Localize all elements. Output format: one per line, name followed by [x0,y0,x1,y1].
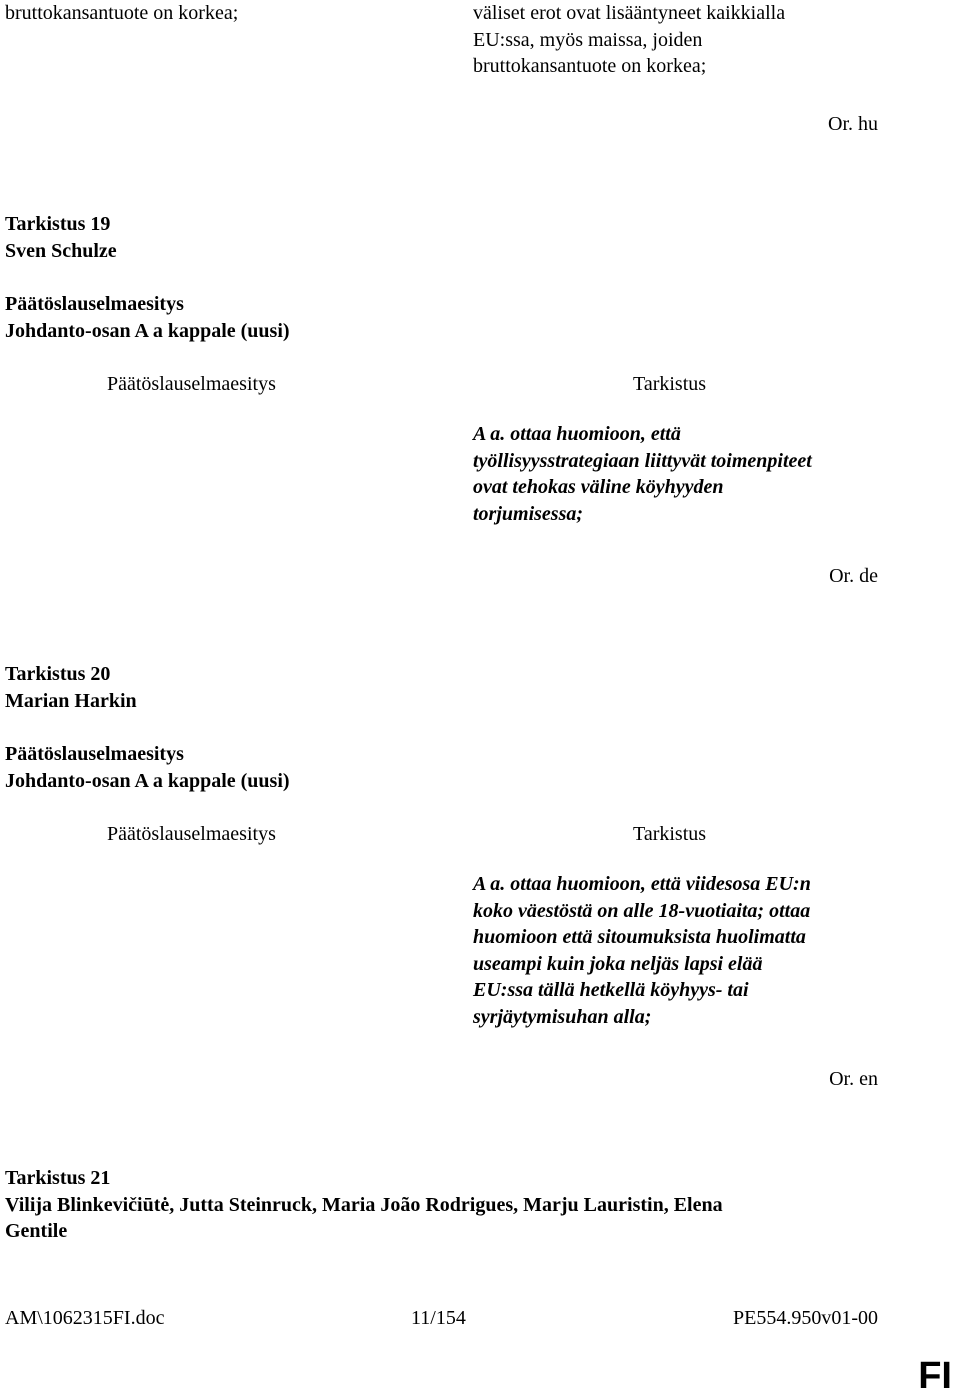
target-document: Päätöslauselmaesitys [5,293,184,315]
column-heading-original: Päätöslauselmaesitys [107,823,276,845]
amendment-19-header [5,211,117,264]
amendment-20-header [5,661,137,714]
amendment-author: Sven Schulze [5,239,117,262]
origin-language: Or. hu [828,113,878,135]
amendment-author: Vilija Blinkevičiūtė, Jutta Steinruck, Maria João Rodrigues, Marju Lauristin, Elena [5,1193,723,1216]
amendment-text-line: huomioon että sitoumuksista huolimatta [473,926,806,948]
previous-original-text [5,0,455,27]
amendment-author: Gentile [5,1220,68,1242]
amended-text-line: bruttokansantuote on korkea; [473,55,707,77]
target-section: Johdanto-osan A a kappale (uusi) [5,769,290,792]
amendment-number: Tarkistus 19 [5,213,111,235]
previous-amended-text [473,0,933,80]
target-document: Päätöslauselmaesitys [5,743,184,765]
amendment-text-line: ovat tehokas väline köyhyyden [473,476,724,498]
footer-doc-reference: AM\1062315FI.doc [5,1307,165,1329]
amendment-text-line: EU:ssa tällä hetkellä köyhyys- tai [473,979,749,1001]
origin-language: Or. de [829,565,878,587]
column-heading-amendment: Tarkistus [633,373,707,395]
amendment-text-line: useampi kuin joka neljäs lapsi elää [473,952,763,975]
amendment-text-line: A a. ottaa huomioon, että [473,423,681,445]
column-heading-original: Päätöslauselmaesitys [107,373,276,395]
amendment-author: Marian Harkin [5,689,137,712]
amendment-number: Tarkistus 20 [5,663,111,685]
amendment-text-line: syrjäytymisuhan alla; [473,1005,652,1028]
footer-page-number: 11/154 [411,1307,466,1329]
amendment-21-header [5,1165,723,1245]
amended-text-line: EU:ssa, myös maissa, joiden [473,28,703,51]
amendment-text-line: A a. ottaa huomioon, että viidesosa EU:n [473,873,811,895]
origin-language: Or. en [829,1068,878,1090]
original-text-line: bruttokansantuote on korkea; [5,2,239,24]
amendment-20-text [473,871,933,1030]
amendment-19-text [473,421,933,527]
amended-text-line: väliset erot ovat lisääntyneet kaikkialla [473,2,786,24]
language-mark: FI [918,1355,952,1397]
amendment-text-line: koko väestöstä on alle 18-vuotiaita; ottaa [473,899,811,922]
target-section: Johdanto-osan A a kappale (uusi) [5,319,290,342]
amendment-text-line: torjumisessa; [473,502,584,525]
footer-pe-reference: PE554.950v01-00 [733,1307,878,1329]
amendment-20-target [5,741,290,794]
amendment-19-target [5,291,290,344]
column-heading-amendment: Tarkistus [633,823,707,845]
amendment-text-line: työllisyysstrategiaan liittyvät toimenpiteet [473,449,812,472]
amendment-number: Tarkistus 21 [5,1167,111,1189]
